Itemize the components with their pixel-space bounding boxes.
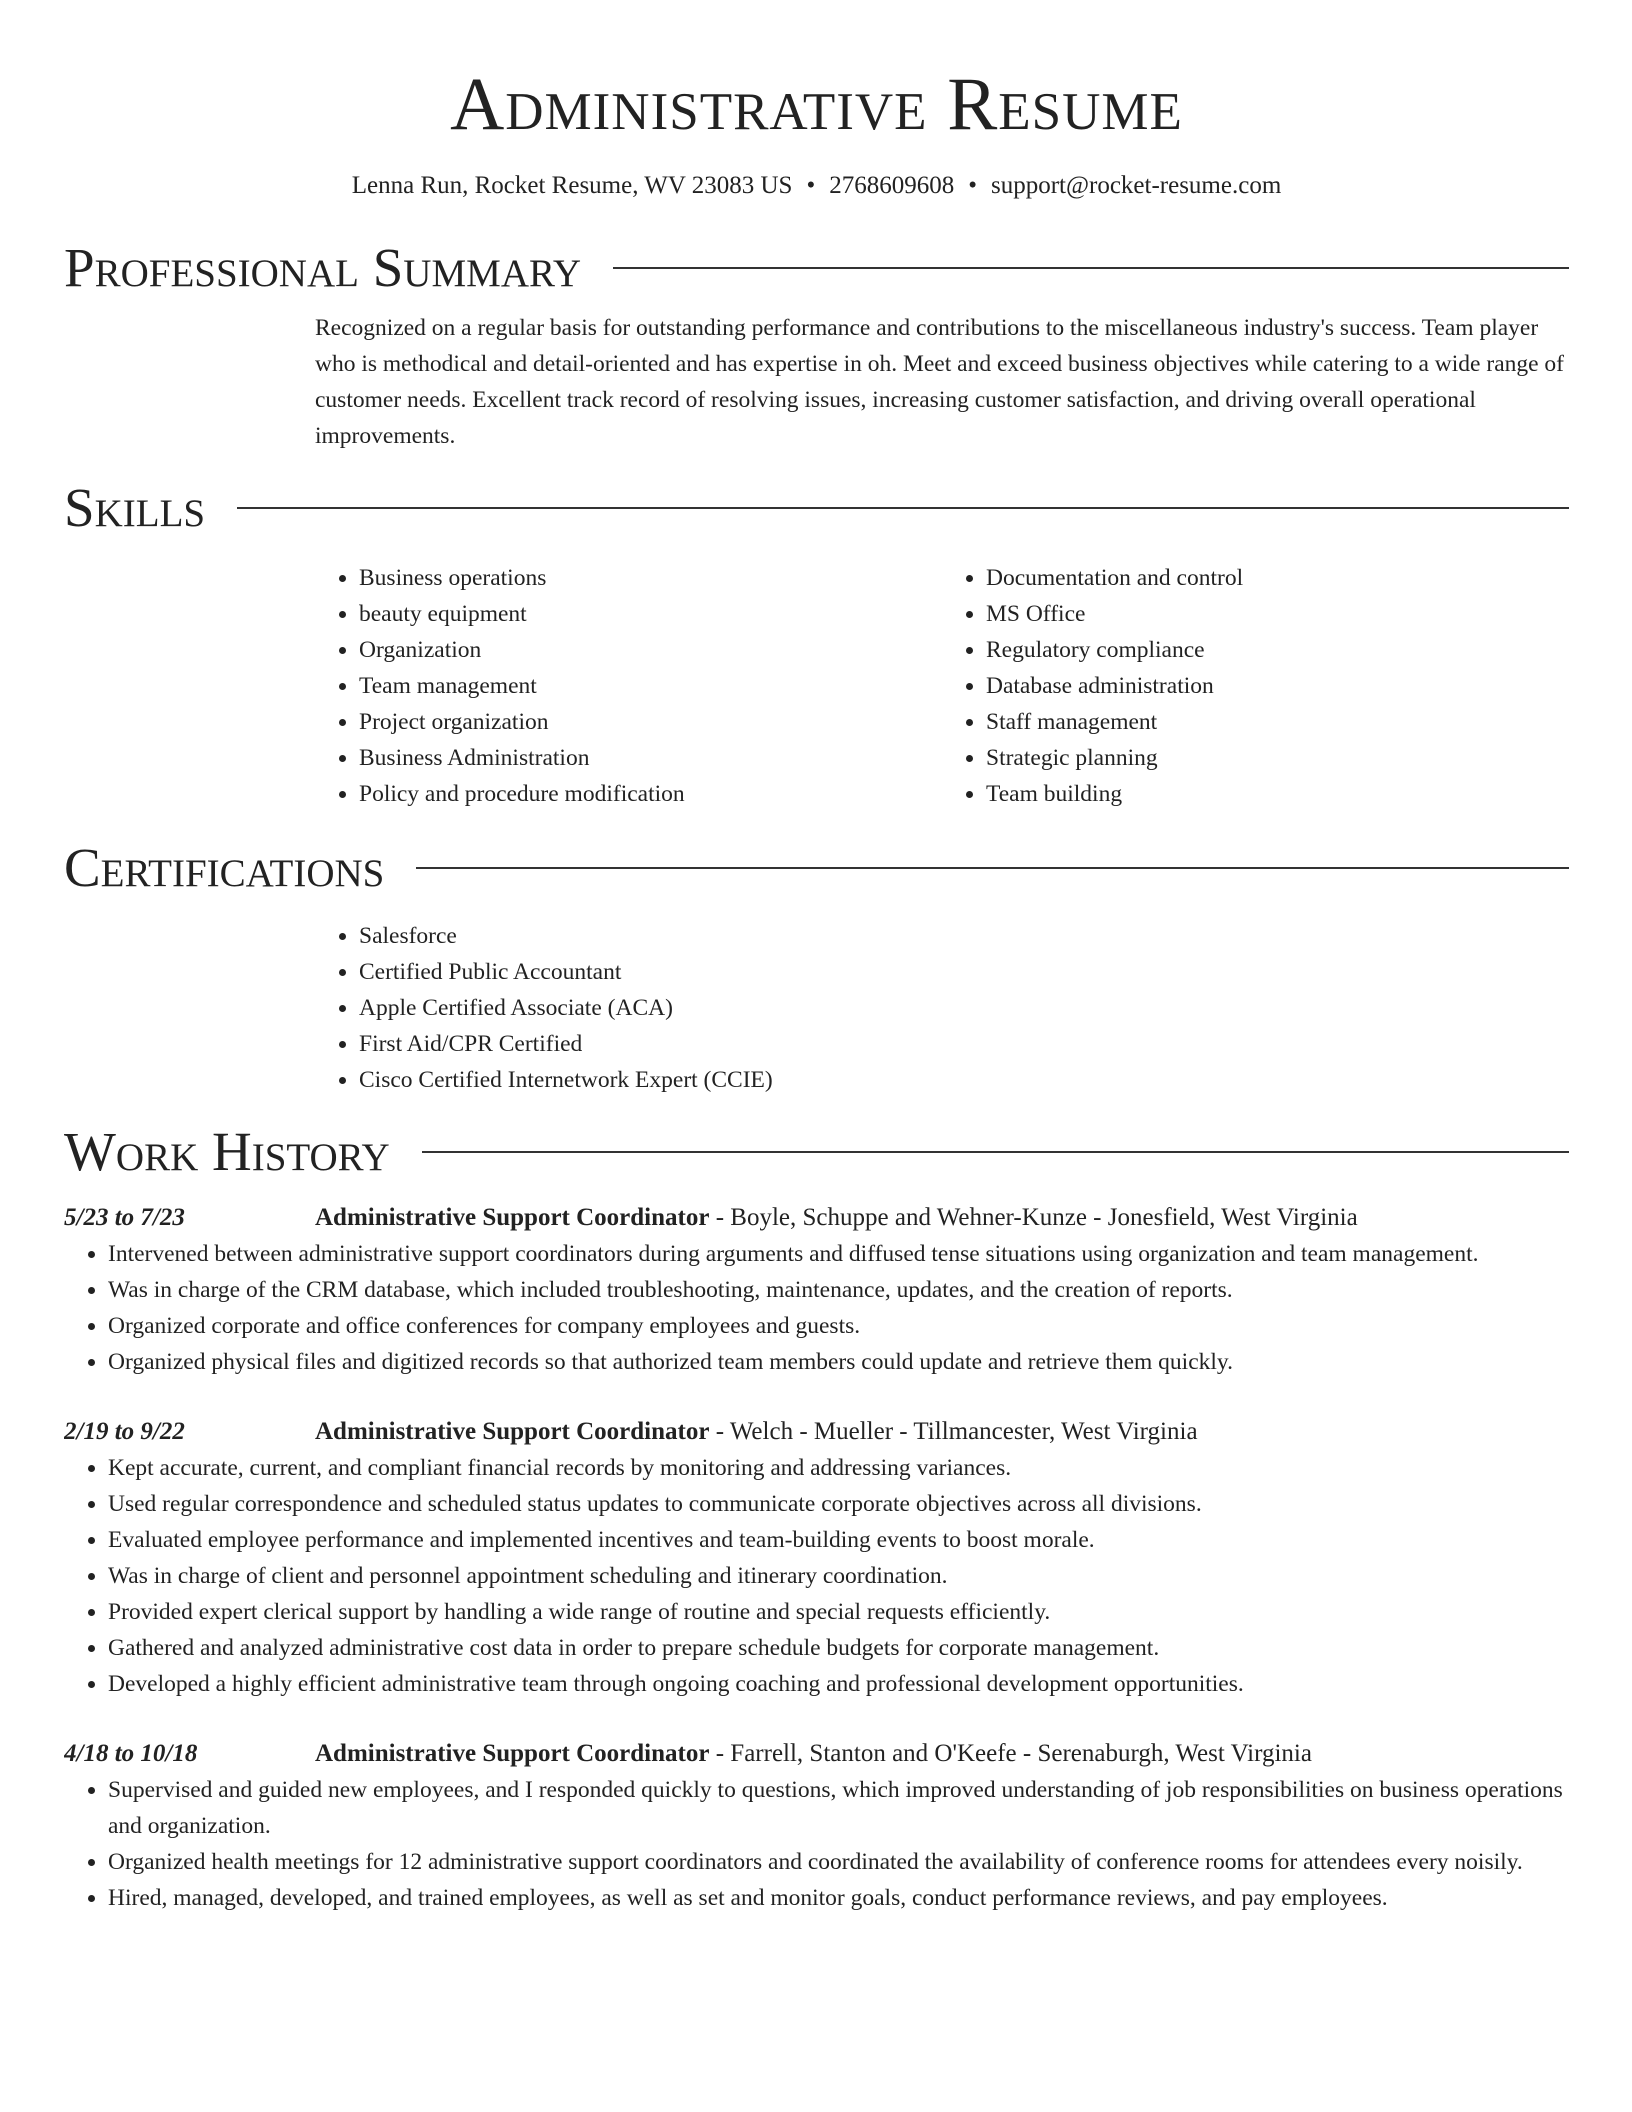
job-bullet: • Intervened between administrative support coordinators during arguments and diffused tense situations using organization and team management.: [108, 1236, 1569, 1272]
certifications-heading: Certifications: [64, 837, 385, 898]
job-entry: [64, 1736, 1569, 1916]
resume-page: [64, 0, 1569, 2112]
work-history-heading: Work History: [64, 1121, 390, 1182]
job-company: - Welch - Mueller - Tillmancester, West Virginia: [709, 1418, 1198, 1445]
job-bullet: • Organized health meetings for 12 administrative support coordinators and coordinated the availability of conference rooms for attendees every noisily.: [108, 1844, 1569, 1880]
certification-item: • Cisco Certified Internetwork Expert (CCIE): [359, 1062, 1569, 1098]
skill-item: • Business Administration: [359, 740, 942, 776]
certifications-body: [315, 918, 1569, 1098]
skills-grid: [315, 560, 1569, 812]
skills-heading: Skills: [64, 477, 206, 538]
skill-item: • Team management: [359, 668, 942, 704]
section-divider: [416, 867, 1569, 869]
job-header: [64, 1414, 1569, 1450]
job-bullet: • Kept accurate, current, and compliant financial records by monitoring and addressing variances.: [108, 1450, 1569, 1486]
section-divider: [237, 507, 1569, 509]
job-bullet: • Was in charge of the CRM database, which included troubleshooting, maintenance, updates, and the creation of reports.: [108, 1272, 1569, 1308]
job-title-line: [315, 1414, 1198, 1450]
job-title: Administrative Support Coordinator: [315, 1418, 710, 1445]
skills-list-left: [315, 560, 942, 812]
job-bullets: [64, 1236, 1569, 1380]
job-header: [64, 1736, 1569, 1772]
skills-section: [64, 476, 1569, 812]
job-bullets: [64, 1450, 1569, 1702]
job-bullet: • Organized physical files and digitized records so that authorized team members could update and retrieve them quickly.: [108, 1344, 1569, 1380]
summary-heading: Professional Summary: [64, 237, 582, 298]
section-divider: [613, 267, 1569, 269]
skill-item: • Regulatory compliance: [986, 632, 1569, 668]
skill-item: • Staff management: [986, 704, 1569, 740]
skill-item: • Business operations: [359, 560, 942, 596]
job-bullet: • Provided expert clerical support by handling a wide range of routine and special requests efficiently.: [108, 1594, 1569, 1630]
skill-item: • Database administration: [986, 668, 1569, 704]
contact-phone: 2768609608: [829, 172, 955, 199]
contact-separator: •: [806, 172, 816, 199]
document-title: Administrative Resume: [450, 63, 1183, 146]
skill-item: • MS Office: [986, 596, 1569, 632]
job-title-line: [315, 1200, 1358, 1236]
job-bullet: • Organized corporate and office conferences for company employees and guests.: [108, 1308, 1569, 1344]
skills-header: [64, 476, 1569, 540]
job-bullet: • Used regular correspondence and scheduled status updates to communicate corporate objectives across all divisions.: [108, 1486, 1569, 1522]
work-history-section: [64, 1120, 1569, 1916]
certification-item: • Certified Public Accountant: [359, 954, 1569, 990]
job-title: Administrative Support Coordinator: [315, 1204, 710, 1231]
skill-item: • Organization: [359, 632, 942, 668]
job-bullet: • Hired, managed, developed, and trained employees, as well as set and monitor goals, conduct performance reviews, and pay employees.: [108, 1880, 1569, 1916]
job-entry: [64, 1414, 1569, 1702]
work-history-header: [64, 1120, 1569, 1184]
job-bullet: • Was in charge of client and personnel appointment scheduling and itinerary coordination.: [108, 1558, 1569, 1594]
contact-email: support@rocket-resume.com: [990, 172, 1282, 199]
summary-text: Recognized on a regular basis for outstanding performance and contributions to the miscellaneous industry's success. Team player who is methodical and detail-oriented and has expertise in oh. Meet and exceed business objectives while catering to a wide range of customer needs. Excellent track record of resolving issues, increasing customer satisfaction, and driving overall operational improvements.: [315, 315, 1564, 449]
certifications-header: [64, 836, 1569, 900]
certifications-section: [64, 836, 1569, 1098]
job-dates: 2/19 to 9/22: [64, 1418, 185, 1445]
job-bullets: [64, 1772, 1569, 1916]
job-bullet: • Gathered and analyzed administrative cost data in order to prepare schedule budgets for corporate management.: [108, 1630, 1569, 1666]
job-title-line: [315, 1736, 1312, 1772]
job-bullet: • Developed a highly efficient administrative team through ongoing coaching and professional development opportunities.: [108, 1666, 1569, 1702]
skill-item: • Strategic planning: [986, 740, 1569, 776]
certifications-list: [315, 918, 1569, 1098]
job-company: - Boyle, Schuppe and Wehner-Kunze - Jonesfield, West Virginia: [709, 1204, 1358, 1231]
job-entry: [64, 1200, 1569, 1380]
skills-body: [315, 560, 1569, 812]
skill-item: • beauty equipment: [359, 596, 942, 632]
job-dates: 5/23 to 7/23: [64, 1204, 185, 1231]
contact-line: [64, 170, 1569, 202]
skill-item: • Project organization: [359, 704, 942, 740]
contact-separator: •: [968, 172, 977, 199]
summary-body: [315, 310, 1569, 454]
summary-header: [64, 236, 1569, 300]
section-divider: [422, 1151, 1569, 1153]
job-dates: 4/18 to 10/18: [64, 1740, 198, 1767]
job-title: Administrative Support Coordinator: [315, 1740, 710, 1767]
job-bullet: • Supervised and guided new employees, and I responded quickly to questions, which improved understanding of job responsibilities on business operations and organization.: [108, 1772, 1569, 1844]
job-header: [64, 1200, 1569, 1236]
certification-item: • First Aid/CPR Certified: [359, 1026, 1569, 1062]
job-company: - Farrell, Stanton and O'Keefe - Serenaburgh, West Virginia: [709, 1740, 1312, 1767]
contact-address: Lenna Run, Rocket Resume, WV 23083 US: [351, 172, 793, 199]
job-bullet: • Evaluated employee performance and implemented incentives and team-building events to boost morale.: [108, 1522, 1569, 1558]
certification-item: • Salesforce: [359, 918, 1569, 954]
certification-item: • Apple Certified Associate (ACA): [359, 990, 1569, 1026]
skills-list-right: [942, 560, 1569, 812]
skill-item: • Documentation and control: [986, 560, 1569, 596]
summary-section: [64, 236, 1569, 454]
skill-item: • Policy and procedure modification: [359, 776, 942, 812]
skill-item: • Team building: [986, 776, 1569, 812]
